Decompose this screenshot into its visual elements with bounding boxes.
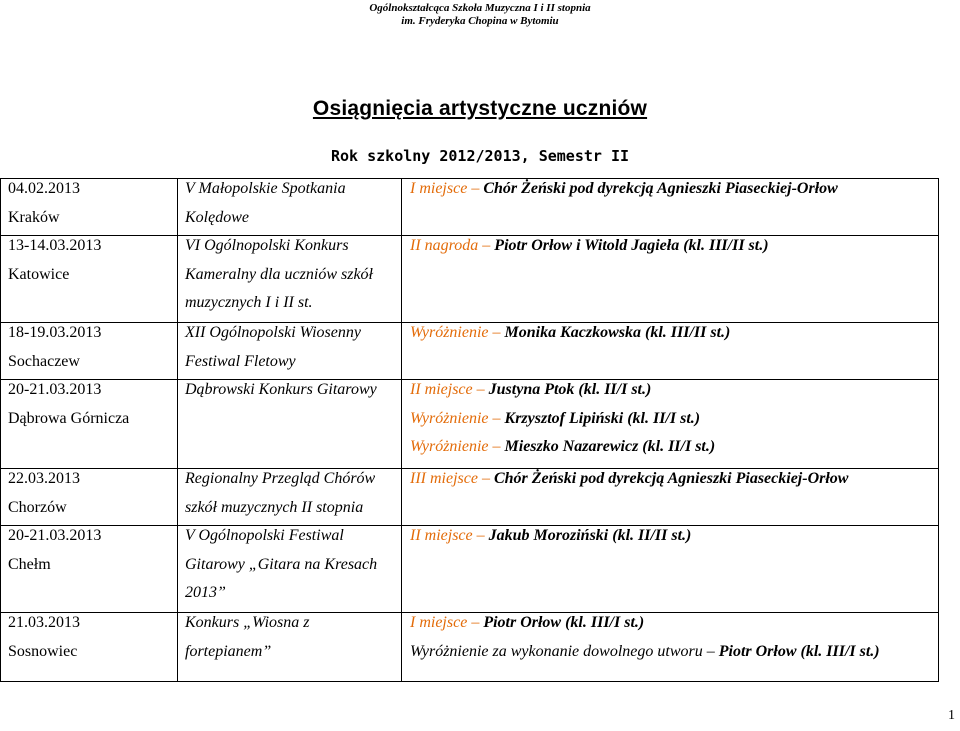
row-city: Kraków	[8, 208, 60, 226]
award-label: I miejsce	[410, 180, 468, 197]
winner-name: Mieszko Nazarewicz (kl. II/I st.)	[504, 438, 716, 456]
row-date: 20-21.03.2013	[8, 527, 102, 544]
row-event: 2013”	[185, 584, 226, 602]
award-dash: –	[472, 527, 489, 544]
winner-name: Piotr Orłow (kl. III/I st.)	[483, 614, 645, 631]
award-label: Wyróżnienie	[410, 324, 489, 341]
row-result	[410, 433, 715, 461]
winner-name: Piotr Orłow i Witold Jagieła (kl. III/II st.)	[494, 237, 769, 254]
row-event: V Małopolskie Spotkania	[185, 180, 346, 197]
award-dash: –	[477, 470, 494, 487]
row-result	[410, 319, 730, 347]
row-city: Chełm	[8, 555, 51, 573]
school-name-line2: im. Fryderyka Chopina w Bytomiu	[401, 15, 559, 27]
row-result	[410, 175, 838, 203]
page-title: Osiągnięcia artystyczne uczniów	[312, 97, 648, 120]
row-result	[410, 465, 848, 493]
table-column-border	[177, 178, 178, 681]
award-label: III miejsce	[410, 470, 478, 487]
row-date: 21.03.2013	[8, 614, 80, 631]
award-label: Wyróżnienie za wykonanie dowolnego utworu	[410, 642, 703, 660]
award-label: Wyróżnienie	[410, 438, 489, 456]
award-label: I miejsce	[410, 614, 468, 631]
table-column-border	[401, 178, 402, 681]
row-city: Sosnowiec	[8, 642, 78, 660]
table-row-border	[0, 681, 939, 682]
winner-name: Justyna Ptok (kl. II/I st.)	[488, 381, 652, 398]
winner-name: Jakub Moroziński (kl. II/II st.)	[488, 527, 692, 544]
award-dash: –	[467, 614, 484, 631]
row-event: Kolędowe	[185, 208, 249, 226]
row-result	[410, 609, 644, 637]
award-dash: –	[478, 237, 495, 254]
award-dash: –	[472, 381, 489, 398]
row-date: 18-19.03.2013	[8, 324, 102, 341]
row-city: Dąbrowa Górnicza	[8, 409, 130, 427]
row-date: 13-14.03.2013	[8, 237, 102, 254]
award-dash: –	[467, 180, 484, 197]
award-dash: –	[488, 409, 505, 427]
winner-name: Monika Kaczkowska (kl. III/II st.)	[504, 324, 731, 341]
page-subtitle: Rok szkolny 2012/2013, Semestr II	[330, 147, 629, 165]
winner-name: Chór Żeński pod dyrekcją Agnieszki Piaseckiej-Orłow	[493, 470, 849, 487]
row-result	[410, 638, 880, 666]
row-event: Dąbrowski Konkurs Gitarowy	[185, 381, 377, 398]
row-event: Regionalny Przegląd Chórów	[185, 470, 376, 487]
row-city: Chorzów	[8, 498, 67, 516]
winner-name: Piotr Orłow (kl. III/I st.)	[718, 642, 880, 660]
row-event: XII Ogólnopolski Wiosenny	[185, 324, 361, 341]
school-name-line1: Ogólnokształcąca Szkoła Muzyczna I i II stopnia	[369, 2, 591, 14]
award-label: II nagroda	[410, 237, 479, 254]
award-label: Wyróżnienie	[410, 409, 489, 427]
row-event: Kameralny dla uczniów szkół	[185, 265, 373, 283]
row-event: VI Ogólnopolski Konkurs	[185, 237, 349, 254]
row-result	[410, 522, 691, 550]
table-column-border	[938, 178, 939, 681]
row-event: Konkurs „Wiosna z	[185, 614, 310, 631]
row-date: 22.03.2013	[8, 470, 80, 487]
row-event: Festiwal Fletowy	[185, 352, 296, 370]
award-dash: –	[702, 642, 719, 660]
row-event: Gitarowy „Gitara na Kresach	[185, 555, 378, 573]
row-city: Katowice	[8, 265, 70, 283]
row-event: fortepianem”	[185, 642, 272, 660]
award-label: II miejsce	[410, 527, 473, 544]
row-city: Sochaczew	[8, 352, 80, 370]
winner-name: Krzysztof Lipiński (kl. II/I st.)	[504, 409, 701, 427]
row-result	[410, 232, 769, 260]
row-date: 20-21.03.2013	[8, 381, 102, 398]
row-event: szkół muzycznych II stopnia	[185, 498, 364, 516]
page-number: 1	[948, 708, 955, 723]
award-dash: –	[488, 324, 505, 341]
award-label: II miejsce	[410, 381, 473, 398]
row-event: V Ogólnopolski Festiwal	[185, 527, 344, 544]
table-column-border	[0, 178, 1, 681]
row-result	[410, 376, 651, 404]
award-dash: –	[488, 438, 505, 456]
row-result	[410, 405, 700, 433]
row-event: muzycznych I i II st.	[185, 294, 313, 312]
winner-name: Chór Żeński pod dyrekcją Agnieszki Piaseckiej-Orłow	[483, 180, 838, 197]
row-date: 04.02.2013	[8, 180, 80, 197]
